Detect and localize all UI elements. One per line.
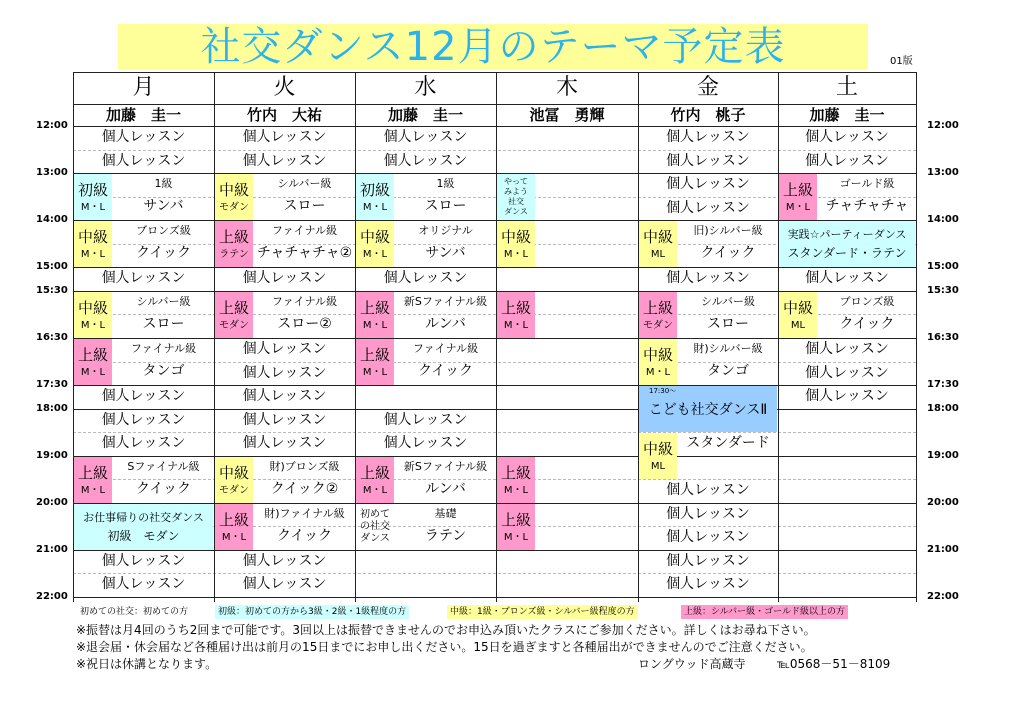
class-description[interactable] xyxy=(113,456,214,503)
class-description[interactable] xyxy=(113,338,214,385)
special-class[interactable] xyxy=(74,504,213,550)
level-name: 中級 xyxy=(642,440,673,459)
class-description[interactable] xyxy=(395,338,496,385)
time-label-left: 12:00 xyxy=(36,120,68,131)
legend xyxy=(73,605,916,619)
level-badge[interactable] xyxy=(74,174,112,220)
private-lesson: 個人レッスン xyxy=(383,435,468,452)
intro-class-text: ダンス xyxy=(504,207,528,217)
class-grade: Sファイナル級 xyxy=(127,459,200,473)
day-header: 土 xyxy=(835,75,858,100)
time-label-left: 13:00 xyxy=(36,167,68,179)
schedule-grid xyxy=(73,72,916,602)
time-label-right: 21:00 xyxy=(927,543,959,555)
level-group: M・L xyxy=(785,202,811,214)
private-lesson: 個人レッスン xyxy=(666,576,750,593)
class-grade: 新Sファイナル級 xyxy=(403,294,488,308)
private-lesson: 個人レッスン xyxy=(242,152,327,169)
class-description[interactable] xyxy=(678,338,778,385)
private-lesson: 個人レッスン xyxy=(383,270,468,287)
level-group: ML xyxy=(790,319,806,331)
level-group: M・L xyxy=(362,202,388,214)
class-dance: クイック xyxy=(839,315,895,332)
level-group: M・L xyxy=(362,484,388,496)
level-badge[interactable] xyxy=(497,457,535,503)
level-badge[interactable] xyxy=(74,292,112,338)
class-dance: スロー xyxy=(707,315,749,332)
level-badge[interactable] xyxy=(639,433,677,479)
time-label-left: 15:30 xyxy=(36,284,68,296)
class-grade: 1級 xyxy=(154,177,173,191)
class-description[interactable] xyxy=(254,220,355,267)
class-dance: チャチャチャ② xyxy=(256,245,353,262)
private-lesson: 個人レッスン xyxy=(101,435,186,452)
class-dance: ルンバ xyxy=(425,480,466,497)
level-group: M・L xyxy=(80,319,106,331)
class-grade: ブロンズ級 xyxy=(839,294,895,308)
level-name: 中級 xyxy=(218,181,249,200)
day-header: 木 xyxy=(555,75,578,100)
intro-class[interactable] xyxy=(497,174,535,220)
level-name: 上級 xyxy=(218,298,249,317)
class-grade: 財)シルバー級 xyxy=(693,341,763,355)
level-badge[interactable] xyxy=(497,221,535,267)
private-lesson: 個人レッスン xyxy=(805,340,889,357)
class-description[interactable] xyxy=(678,291,778,338)
private-lesson: 個人レッスン xyxy=(242,552,327,569)
legend-item: 中級：1級・ブロンズ級・シルバー級程度の方 xyxy=(447,605,638,619)
level-group: M・L xyxy=(503,249,529,261)
private-lesson: 個人レッスン xyxy=(666,505,750,522)
private-lesson: 個人レッスン xyxy=(242,388,327,405)
level-badge[interactable] xyxy=(74,221,112,267)
private-lesson: 個人レッスン xyxy=(383,152,468,169)
class-dance: クイック xyxy=(135,245,192,262)
level-name: 上級 xyxy=(642,298,673,317)
private-lesson: 個人レッスン xyxy=(383,129,468,145)
intro-class-text: 社交 xyxy=(508,197,524,207)
time-label-right: 15:30 xyxy=(927,284,959,296)
private-lesson: 個人レッスン xyxy=(242,270,327,287)
private-lesson: 個人レッスン xyxy=(666,199,750,216)
class-description[interactable] xyxy=(395,456,496,503)
teacher-name: 池冨 勇輝 xyxy=(529,106,605,124)
grid-line xyxy=(73,597,916,598)
class-description[interactable] xyxy=(395,173,496,220)
time-label-right: 12:00 xyxy=(927,120,959,131)
time-label-left: 20:00 xyxy=(36,496,68,508)
level-name: 上級 xyxy=(359,463,390,482)
class-description[interactable] xyxy=(818,291,916,338)
first-timer-class[interactable] xyxy=(356,504,394,550)
level-group: ラテン xyxy=(219,249,249,261)
version-label: 01版 xyxy=(890,56,913,67)
special-class-title: 実践☆パーティーダンス xyxy=(787,228,907,242)
time-label-left: 14:00 xyxy=(36,214,68,226)
class-description[interactable] xyxy=(395,291,496,338)
time-label-left: 18:00 xyxy=(36,402,68,414)
private-lesson: 個人レッスン xyxy=(101,576,186,593)
level-badge[interactable] xyxy=(639,339,677,385)
level-name: 上級 xyxy=(77,463,108,482)
legend-item: 初級：初めての方から3級・2級・1級程度の方 xyxy=(215,605,409,619)
level-name: 上級 xyxy=(218,510,249,529)
class-grade: シルバー級 xyxy=(136,294,191,308)
level-group: M・L xyxy=(80,484,106,496)
day-header: 金 xyxy=(696,75,719,100)
level-group: M・L xyxy=(80,249,106,261)
class-grade: シルバー級 xyxy=(277,177,332,191)
level-name: 上級 xyxy=(782,181,813,200)
time-label-right: 20:00 xyxy=(927,496,959,508)
studio-name: ロングウッド高蔵寺 xyxy=(638,657,746,671)
level-name: 中級 xyxy=(500,228,531,247)
class-description[interactable] xyxy=(113,173,214,220)
level-group: モダン xyxy=(642,319,674,331)
class-description[interactable] xyxy=(113,220,214,267)
special-class[interactable] xyxy=(779,221,915,267)
first-timer-label: 初めての社交ダンス xyxy=(360,508,390,544)
class-dance: ルンバ xyxy=(425,315,466,332)
level-group: M・L xyxy=(80,366,106,378)
level-badge[interactable] xyxy=(639,292,677,338)
level-name: 中級 xyxy=(218,463,249,482)
time-label-left: 15:00 xyxy=(36,261,68,273)
note-transfer: ※振替は月4回のうち2回まで可能です。3回以上は振替できませんのでお申込み頂いたクラスにご参加ください。詳しくはお尋ね下さい。 xyxy=(76,623,816,637)
level-name: 初級 xyxy=(77,181,108,200)
level-group: M・L xyxy=(362,366,388,378)
class-dance: ラテン xyxy=(424,527,467,544)
special-class-subtitle: 初級 モダン xyxy=(107,528,180,543)
class-description[interactable] xyxy=(254,456,355,503)
level-group: M・L xyxy=(362,249,388,261)
level-name: 中級 xyxy=(782,298,813,317)
class-grade: 新Sファイナル級 xyxy=(403,459,488,473)
class-dance: スロー② xyxy=(277,315,332,332)
level-group: M・L xyxy=(645,366,671,378)
kids-class-time: 17:30～ xyxy=(649,387,677,396)
day-header: 水 xyxy=(414,75,437,100)
private-lesson: 個人レッスン xyxy=(805,364,889,381)
private-lesson: 個人レッスン xyxy=(666,529,750,546)
class-dance: スロー xyxy=(142,315,185,332)
level-badge[interactable] xyxy=(215,292,253,338)
private-lesson: 個人レッスン xyxy=(666,152,750,169)
level-badge[interactable] xyxy=(497,292,535,338)
level-badge[interactable] xyxy=(779,292,817,338)
level-name: 上級 xyxy=(77,345,108,364)
level-name: 中級 xyxy=(642,228,673,247)
class-grade: ゴールド級 xyxy=(839,177,895,191)
class-description[interactable] xyxy=(113,291,214,338)
class-dance: スロー xyxy=(283,198,326,215)
intro-class-text: やって xyxy=(504,177,528,187)
level-name: 中級 xyxy=(359,228,390,247)
class-dance: サンバ xyxy=(143,198,184,215)
level-group: モダン xyxy=(218,202,250,214)
class-dance: タンゴ xyxy=(142,362,185,379)
time-label-left: 17:30 xyxy=(36,379,68,391)
level-badge[interactable] xyxy=(356,339,394,385)
class-dance: チャチャチャ xyxy=(825,198,909,215)
class-grade: ファイナル級 xyxy=(271,224,338,238)
level-group: M・L xyxy=(503,484,529,496)
day-header: 火 xyxy=(273,75,296,100)
class-dance: クイック xyxy=(700,245,756,262)
teacher-name: 加藤 圭一 xyxy=(387,106,463,124)
level-name: 上級 xyxy=(359,298,390,317)
time-label-right: 22:00 xyxy=(927,591,959,602)
special-class-title: お仕事帰りの社交ダンス xyxy=(83,510,204,524)
class-dance: サンバ xyxy=(425,245,466,262)
level-name: 中級 xyxy=(642,345,673,364)
private-lesson: 個人レッスン xyxy=(805,129,889,145)
class-grade: ファイナル級 xyxy=(130,341,197,355)
legend-item: 上級：シルバー級・ゴールド級以上の方 xyxy=(681,605,848,619)
private-lesson: 個人レッスン xyxy=(101,152,186,169)
private-lesson: 個人レッスン xyxy=(383,411,468,428)
class-grade: 1級 xyxy=(436,177,455,191)
level-group: ML xyxy=(650,249,666,261)
private-lesson: 個人レッスン xyxy=(805,270,889,287)
class-description[interactable] xyxy=(818,173,916,220)
private-lesson: 個人レッスン xyxy=(101,552,186,569)
teacher-name: 加藤 圭一 xyxy=(809,106,885,124)
level-group: ML xyxy=(650,461,666,473)
kids-class[interactable] xyxy=(639,386,777,432)
level-name: 上級 xyxy=(218,228,249,247)
note-withdrawal: ※退会届・休会届など各種届け出は前月の15日までにお申し出ください。15日を過ぎますと各種届出ができませんのでご注意ください。 xyxy=(76,640,813,654)
class-dance: スタンダード xyxy=(686,435,770,452)
level-group: モダン xyxy=(218,319,250,331)
level-name: 初級 xyxy=(359,181,390,200)
class-description[interactable] xyxy=(395,503,496,550)
private-lesson: 個人レッスン xyxy=(242,411,327,428)
level-group: M・L xyxy=(80,202,106,214)
level-badge[interactable] xyxy=(497,504,535,550)
time-label-right: 16:30 xyxy=(927,331,959,343)
class-dance: クイック② xyxy=(270,480,339,497)
level-badge[interactable] xyxy=(74,339,112,385)
level-badge[interactable] xyxy=(356,457,394,503)
class-description[interactable] xyxy=(254,291,355,338)
teacher-name: 竹内 桃子 xyxy=(670,106,746,124)
level-badge[interactable] xyxy=(779,174,817,220)
note-holiday: ※祝日は休講となります。 xyxy=(76,657,218,671)
private-lesson: 個人レッスン xyxy=(101,411,186,428)
time-label-right: 17:30 xyxy=(927,379,959,391)
class-dance: クイック xyxy=(135,480,192,497)
studio-tel: ℡0568－51－8109 xyxy=(777,657,891,671)
time-label-right: 15:00 xyxy=(927,261,959,273)
private-lesson: 個人レッスン xyxy=(666,552,750,569)
teacher-name: 加藤 圭一 xyxy=(105,106,181,124)
private-lesson: 個人レッスン xyxy=(242,364,327,381)
day-header: 月 xyxy=(132,75,155,100)
level-name: 上級 xyxy=(500,298,531,317)
private-lesson: 個人レッスン xyxy=(805,152,889,169)
level-badge[interactable] xyxy=(215,221,253,267)
intro-class-text: みよう xyxy=(504,187,528,197)
level-badge[interactable] xyxy=(215,457,253,503)
level-badge[interactable] xyxy=(639,221,677,267)
class-dance: スロー xyxy=(424,198,467,215)
private-lesson: 個人レッスン xyxy=(242,340,327,357)
time-label-right: 13:00 xyxy=(927,167,959,179)
private-lesson: 個人レッスン xyxy=(666,176,750,193)
time-label-left: 21:00 xyxy=(36,543,68,555)
time-label-left: 19:00 xyxy=(36,449,68,461)
page-title: 社交ダンス12月のテーマ予定表 xyxy=(200,24,786,70)
class-grade: 財)ブロンズ級 xyxy=(269,459,340,473)
private-lesson: 個人レッスン xyxy=(101,129,186,145)
class-description[interactable] xyxy=(678,432,778,479)
time-label-right: 14:00 xyxy=(927,214,959,226)
time-label-left: 16:30 xyxy=(36,331,68,343)
private-lesson: 個人レッスン xyxy=(101,388,186,405)
special-class-subtitle: スタンダード・ラテン xyxy=(787,246,907,261)
grid-line xyxy=(916,72,917,602)
class-description[interactable] xyxy=(254,503,355,550)
level-group: M・L xyxy=(362,319,388,331)
private-lesson: 個人レッスン xyxy=(242,129,327,145)
class-grade: シルバー級 xyxy=(701,294,755,308)
private-lesson: 個人レッスン xyxy=(242,435,327,452)
private-lesson: 個人レッスン xyxy=(101,270,186,287)
level-name: 中級 xyxy=(77,228,108,247)
class-dance: タンゴ xyxy=(707,362,749,379)
level-badge[interactable] xyxy=(215,504,253,550)
private-lesson: 個人レッスン xyxy=(666,482,750,499)
time-label-left: 22:00 xyxy=(36,591,68,602)
level-name: 中級 xyxy=(77,298,108,317)
class-dance: クイック xyxy=(417,362,474,379)
level-badge[interactable] xyxy=(74,457,112,503)
private-lesson: 個人レッスン xyxy=(666,129,750,145)
class-grade: 旧)シルバー級 xyxy=(693,224,763,238)
class-dance: クイック xyxy=(276,527,333,544)
class-grade: オリジナル xyxy=(418,224,473,238)
level-badge[interactable] xyxy=(356,292,394,338)
teacher-name: 竹内 大祐 xyxy=(246,106,322,124)
level-name: 上級 xyxy=(359,345,390,364)
level-group: M・L xyxy=(503,531,529,543)
private-lesson: 個人レッスン xyxy=(242,576,327,593)
private-lesson: 個人レッスン xyxy=(666,270,750,287)
class-grade: 基礎 xyxy=(434,506,457,520)
private-lesson: 個人レッスン xyxy=(805,388,889,405)
level-group: M・L xyxy=(221,531,247,543)
level-badge[interactable] xyxy=(356,221,394,267)
kids-class-label: こども社交ダンスⅡ xyxy=(648,402,768,419)
class-grade: ファイナル級 xyxy=(412,341,479,355)
legend-item: 初めての社交：初めての方 xyxy=(80,607,189,617)
level-badge[interactable] xyxy=(215,174,253,220)
class-grade: ブロンズ級 xyxy=(136,224,191,238)
level-group: モダン xyxy=(218,484,250,496)
level-group: M・L xyxy=(503,319,529,331)
class-description[interactable] xyxy=(254,173,355,220)
class-grade: 財)ファイナル級 xyxy=(264,506,345,520)
level-badge[interactable] xyxy=(356,174,394,220)
time-label-right: 18:00 xyxy=(927,402,959,414)
level-name: 上級 xyxy=(500,463,531,482)
time-label-right: 19:00 xyxy=(927,449,959,461)
level-name: 上級 xyxy=(500,510,531,529)
class-description[interactable] xyxy=(395,220,496,267)
class-description[interactable] xyxy=(678,220,778,267)
class-grade: ファイナル級 xyxy=(271,294,338,308)
